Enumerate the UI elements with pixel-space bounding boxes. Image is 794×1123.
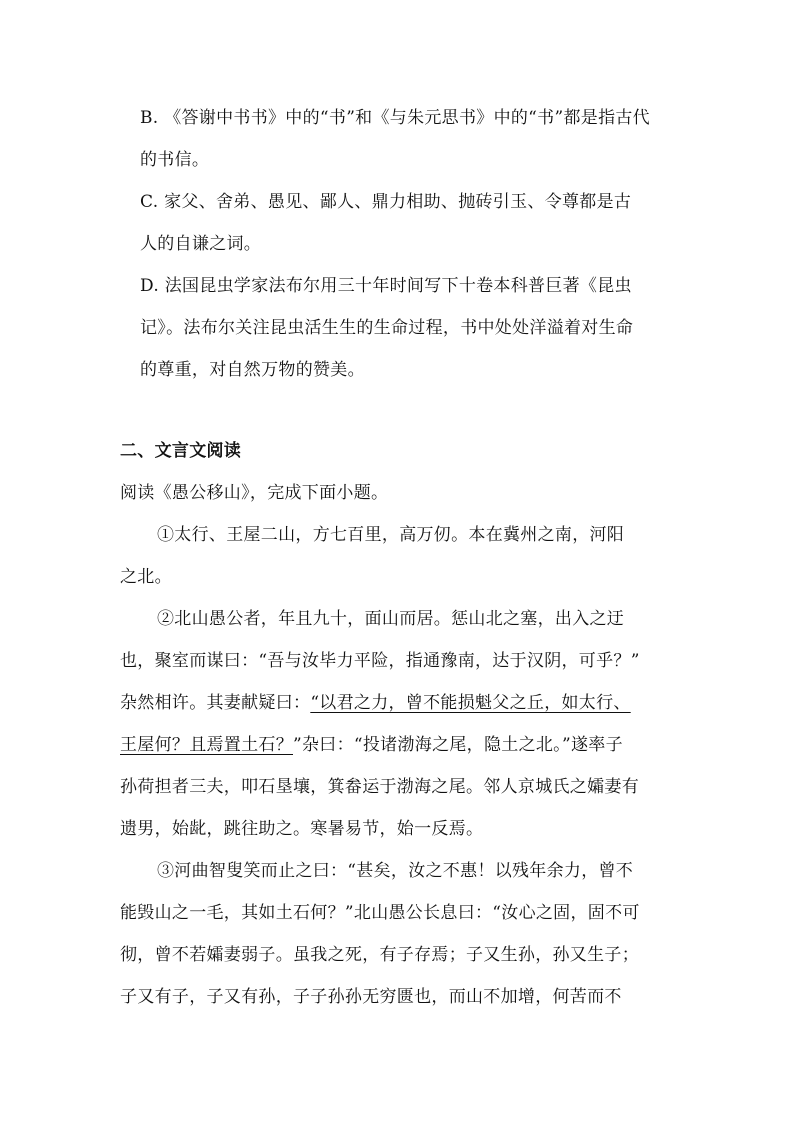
paragraph-2-line-3-text: 杂然相许。其妻献疑曰： <box>120 693 311 713</box>
paragraph-1-line-1: ①太行、王屋二山，方七百里，高万仞。本在冀州之南，河阳 <box>157 525 625 545</box>
paragraph-3-line-2: 能毁山之一毛，其如土石何？”北山愚公长息曰：“汝心之固，固不可 <box>120 903 640 923</box>
paragraph-2-line-3 <box>120 682 680 724</box>
paragraph-2-line-4 <box>120 724 680 766</box>
option-d-line-2: 记》。法布尔关注昆虫活生生的生命过程，书中处处洋溢着对生命 <box>140 318 634 338</box>
paragraph-3-line-4: 子又有子，子又有孙，子子孙孙无穷匮也，而山不加增，何苦而不 <box>120 987 622 1007</box>
paragraph-2-line-2: 也，聚室而谋曰：“吾与汝毕力平险，指通豫南，达于汉阴，可乎？” <box>120 651 640 671</box>
paragraph-1-line-2: 之北。 <box>120 567 172 587</box>
option-c-line-1: C. 家父、舍弟、愚见、鄙人、鼎力相助、抛砖引玉、令尊都是古 <box>140 192 632 212</box>
section-title: 二、文言文阅读 <box>120 441 242 461</box>
option-b-line-2: 的书信。 <box>140 150 210 170</box>
paragraph-2-line-1: ②北山愚公者，年且九十，面山而居。惩山北之塞，出入之迂 <box>157 609 625 629</box>
option-c-line-2: 人的自谦之词。 <box>140 234 262 254</box>
paragraph-3-line-3: 彻，曾不若孀妻弱子。虽我之死，有子存焉；子又生孙，孙又生子； <box>120 945 639 965</box>
section-instruction: 阅读《愚公移山》，完成下面小题。 <box>120 483 389 503</box>
paragraph-2-line-6: 遗男，始龀，跳往助之。寒暑易节，始一反焉。 <box>120 819 484 839</box>
underlined-sentence-part-1: “以君之力，曾不能损魁父之丘，如太行、 <box>310 693 631 713</box>
option-d-line-1: D. 法国昆虫学家法布尔用三十年时间写下十卷本科普巨著《昆虫 <box>140 276 632 296</box>
paragraph-2-line-5: 孙荷担者三夫，叩石垦壤，箕畚运于渤海之尾。邻人京城氏之孀妻有 <box>120 777 639 797</box>
underlined-sentence-part-2: 王屋何？且焉置土石？ <box>120 735 293 755</box>
paragraph-3-line-1: ③河曲智叟笑而止之曰：“甚矣，汝之不惠！以残年余力，曾不 <box>157 861 634 881</box>
option-b-line-1: B. 《答谢中书书》中的“书”和《与朱元思书》中的“书”都是指古代 <box>140 108 650 128</box>
option-d-line-3: 的尊重，对自然万物的赞美。 <box>140 360 365 380</box>
paragraph-2-line-4-text: ”杂曰：“投诸渤海之尾，隐土之北。”遂率子 <box>293 735 623 755</box>
